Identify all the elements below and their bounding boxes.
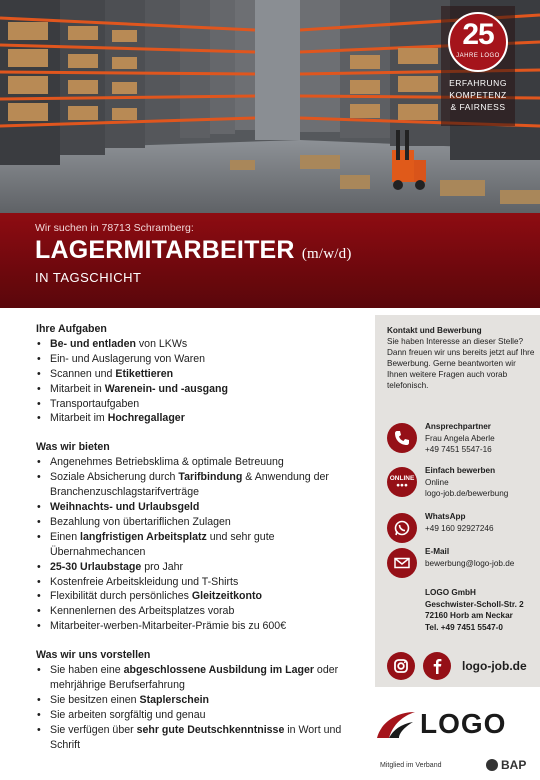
hero-image — [0, 0, 540, 213]
expect-heading: Was wir uns vorstellen — [36, 649, 151, 662]
list-item: • Scannen und Etikettieren — [36, 367, 362, 382]
whatsapp-link[interactable]: +49 160 92927246 — [425, 523, 494, 533]
list-item: • Weihnachts- und Urlaubsgeld — [36, 500, 362, 515]
bap-icon — [486, 759, 498, 771]
list-item: • Kennenlernen des Arbeitsplatzes vorab — [36, 604, 362, 619]
contact-intro — [387, 325, 537, 391]
list-item: • Bezahlung von übertariflichen Zulagen — [36, 515, 362, 530]
contact-intro-text: Sie haben Interesse an dieser Stelle? Dann freuen wir uns bereits jetzt auf Ihre Bewerbung. Gerne beantworten wir Ihnen weitere Fragen auch vorab telefonisch. — [387, 337, 535, 390]
bap-logo: BAP — [486, 758, 526, 772]
list-item: • Sie arbeiten sorgfältig und genau — [36, 708, 362, 723]
offer-list — [36, 455, 362, 634]
badge-number: 25 — [462, 18, 494, 51]
logo-swoosh-icon — [375, 708, 417, 742]
tasks-section — [36, 322, 362, 426]
list-item: • Angenehmes Betriebsklima & optimale Betreuung — [36, 455, 362, 470]
email-text: E-Mail bewerbung@logo-job.de — [425, 547, 515, 568]
list-item: • Mitarbeiter-werben-Mitarbeiter-Prämie bis zu 600€ — [36, 619, 362, 634]
list-item: • Flexibilität durch persönliches Gleitzeitkonto — [36, 589, 362, 604]
list-item: • Sie verfügen über sehr gute Deutschkenntnisse in Wort und Schrift — [36, 723, 362, 753]
contact-sidebar — [375, 315, 540, 645]
expect-list — [36, 663, 362, 752]
list-item: • Soziale Absicherung durch Tarifbindung & Anwendung der Branchenzuschlagstarifverträge — [36, 470, 362, 500]
job-title-band — [0, 213, 540, 308]
company-logo — [375, 700, 535, 750]
list-item: • Be- und entladen von LKWs — [36, 337, 362, 352]
anniversary-logo — [448, 12, 508, 72]
offer-heading: Was wir bieten — [36, 441, 110, 454]
list-item: • Einen langfristigen Arbeitsplatz und sehr gute Übernahmechancen — [36, 530, 362, 560]
location-intro: Wir suchen in 78713 Schramberg: — [35, 222, 194, 234]
social-bar — [375, 645, 540, 687]
contact-heading: Kontakt und Bewerbung — [387, 326, 482, 335]
gender-suffix: (m/w/d) — [301, 246, 352, 262]
tasks-list — [36, 337, 362, 426]
list-item: • Sie besitzen einen Staplerschein — [36, 693, 362, 708]
whatsapp-text: WhatsApp +49 160 92927246 — [425, 512, 494, 533]
list-item: • Sie haben eine abgeschlossene Ausbildung im Lager oder mehrjährige Berufserfahrung — [36, 663, 362, 693]
anniversary-badge — [441, 6, 515, 126]
contact-person-text: Ansprechpartner Frau Angela Aberle +49 7451 5547-16 — [425, 422, 495, 454]
whatsapp-icon[interactable] — [387, 513, 417, 543]
shift-subtitle: IN TAGSCHICHT — [35, 270, 142, 285]
job-title-text: LAGERMITARBEITER — [35, 236, 295, 264]
website-link[interactable]: logo-job.de — [462, 659, 527, 673]
online-apply-text: Einfach bewerben Online logo-job.de/bewerbung — [425, 466, 509, 498]
badge-line-2: KOMPETENZ — [449, 90, 507, 100]
online-apply-link[interactable]: logo-job.de/bewerbung — [425, 489, 509, 498]
list-item: • 25-30 Urlaubstage pro Jahr — [36, 560, 362, 575]
contact-person-row — [387, 423, 537, 463]
badge-line-1: ERFAHRUNG — [449, 78, 507, 88]
instagram-icon[interactable] — [387, 652, 415, 680]
mail-icon[interactable] — [387, 548, 417, 578]
job-title — [35, 236, 352, 265]
facebook-icon[interactable] — [423, 652, 451, 680]
contact-phone-link[interactable]: +49 7451 5547-16 — [425, 445, 492, 454]
list-item: • Mitarbeit im Hochregallager — [36, 411, 362, 426]
company-address: LOGO GmbH Geschwister-Scholl-Str. 2 72160 Horb am Neckar Tel. +49 7451 5547-0 — [425, 588, 524, 632]
list-item: • Kostenfreie Arbeitskleidung und T-Shirts — [36, 575, 362, 590]
email-row — [387, 548, 537, 588]
email-link[interactable]: bewerbung@logo-job.de — [425, 558, 515, 568]
list-item: • Transportaufgaben — [36, 397, 362, 412]
expect-section — [36, 648, 362, 752]
list-item: • Ein- und Auslagerung von Waren — [36, 352, 362, 367]
badge-subtitle: JAHRE LOGO — [456, 53, 500, 59]
logo-wordmark: LOGO — [420, 708, 507, 739]
phone-icon — [387, 423, 417, 453]
membership-text: Mitglied im Verband — [380, 762, 442, 769]
tasks-heading: Ihre Aufgaben — [36, 323, 107, 335]
badge-line-3: & FAIRNESS — [450, 102, 506, 112]
job-description — [36, 322, 362, 766]
list-item: • Mitarbeit in Warenein- und -ausgang — [36, 382, 362, 397]
online-apply-row — [387, 467, 537, 507]
offer-section — [36, 440, 362, 634]
online-apply-icon[interactable]: ONLINE ●●● — [387, 467, 417, 497]
